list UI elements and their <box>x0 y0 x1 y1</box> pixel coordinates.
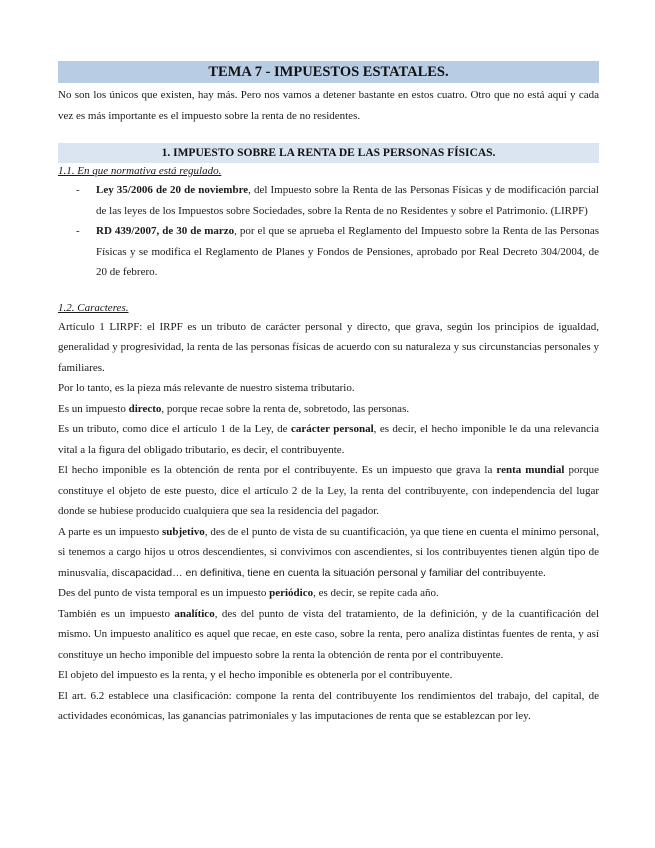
key-term: analítico <box>174 607 215 620</box>
body-paragraph: Es un impuesto directo, porque recae sobre la renta de, sobretodo, las personas. <box>58 402 410 415</box>
body-paragraph: El hecho imponible es la obtención de renta por el contribuyente. Es un impuesto que grava la renta mundial porque constituye el objeto de este puesto, dice el artículo 2 de la Ley, la renta del contribuyente, con independencia del lugar donde se hubiese producido cualquiera que sea la residencia del pagador. <box>58 464 599 517</box>
body-paragraph: A parte es un impuesto subjetivo, des de el punto de vista de su cuantificación, ya que tiene en cuenta el mínimo personal, si tenemos a cargo hijos u otros descendientes, si convivimos con ascendientes, si los contribuyentes tienen algún tipo de minusvalía, discapacidad… en definitiva, tiene en cuenta la situación personal y familiar del contribuyente. <box>58 525 599 579</box>
highlighted-text: apacidad… en definitiva, tiene en cuenta la situación personal y familiar del <box>129 566 480 579</box>
body-paragraph: Por lo tanto, es la pieza más relevante de nuestro sistema tributario. <box>58 382 355 394</box>
law-description: , del Impuesto sobre la Renta de las Personas Físicas y de modificación parcial de las leyes de los Impuestos sobre Sociedades, sobre la Renta de no Residentes y sobre el Patrimonio. (LIRPF) <box>96 184 599 217</box>
key-term: periódico <box>269 587 314 599</box>
bullet-dash: - <box>76 225 80 237</box>
law-title: RD 439/2007, de 30 de marzo <box>96 225 235 237</box>
body-paragraph: Des del punto de vista temporal es un impuesto periódico, es decir, se repite cada año. <box>58 587 439 599</box>
body-paragraph: Es un tributo, como dice el artículo 1 de la Ley, de carácter personal, es decir, el hecho imponible le da una relevancia vital a la figura del obligado tributario, es decir, el contribuyente. <box>58 423 599 456</box>
document-title: TEMA 7 - IMPUESTOS ESTATALES. <box>58 61 599 83</box>
key-term: subjetivo <box>161 525 205 538</box>
section-heading: 1. IMPUESTO SOBRE LA RENTA DE LAS PERSONAS FÍSICAS. <box>58 143 599 163</box>
law-title: Ley 35/2006 de 20 de noviembre <box>96 184 249 196</box>
key-term: renta mundial <box>496 464 565 476</box>
body-paragraph: El objeto del impuesto es la renta, y el hecho imponible es obtenerla por el contribuyente. <box>58 669 453 681</box>
key-term: carácter personal <box>290 423 374 435</box>
law-item <box>58 221 599 283</box>
body-paragraph: También es un impuesto analítico, des del punto de vista del tratamiento, de la definición, y de la cuantificación del mismo. Un impuesto analítico es aquel que recae, en este caso, sobre la renta, pero analiza distintas fuentes de renta, y así constituye un hecho imponible del impuesto sobre la renta la obtención de renta por el contribuyente. <box>58 607 599 661</box>
subsection-heading-normativa: 1.1. En que normativa está regulado. <box>58 165 222 177</box>
bullet-dash: - <box>76 184 80 196</box>
law-item <box>58 180 599 221</box>
intro-paragraph: No son los únicos que existen, hay más. Pero nos vamos a detener bastante en estos cuatro. Otro que no está aquí y cada vez es más importante es el impuesto sobre la renta de no residentes. <box>58 89 599 122</box>
law-list <box>58 180 599 283</box>
subsection-heading-caracteres: 1.2. Caracteres. <box>58 301 129 314</box>
key-term: directo <box>128 402 162 415</box>
document-content <box>58 61 599 727</box>
body-paragraph: El art. 6.2 establece una clasificación: compone la renta del contribuyente los rendimientos del trabajo, del capital, de actividades económicas, las ganancias patrimoniales y las imputaciones de renta que se establezcan por ley. <box>58 689 599 722</box>
body-paragraph: Artículo 1 LIRPF: el IRPF es un tributo de carácter personal y directo, que grava, según los principios de igualdad, generalidad y progresividad, la renta de las personas físicas de acuerdo con su naturaleza y sus circunstancias personales y familiares. <box>58 320 599 374</box>
law-description: , por el que se aprueba el Reglamento del Impuesto sobre la Renta de las Personas Físicas y se modifica el Reglamento de Planes y Fondos de Pensiones, aprobado por Real Decreto 304/2004, de 20 de febrero. <box>96 225 599 278</box>
